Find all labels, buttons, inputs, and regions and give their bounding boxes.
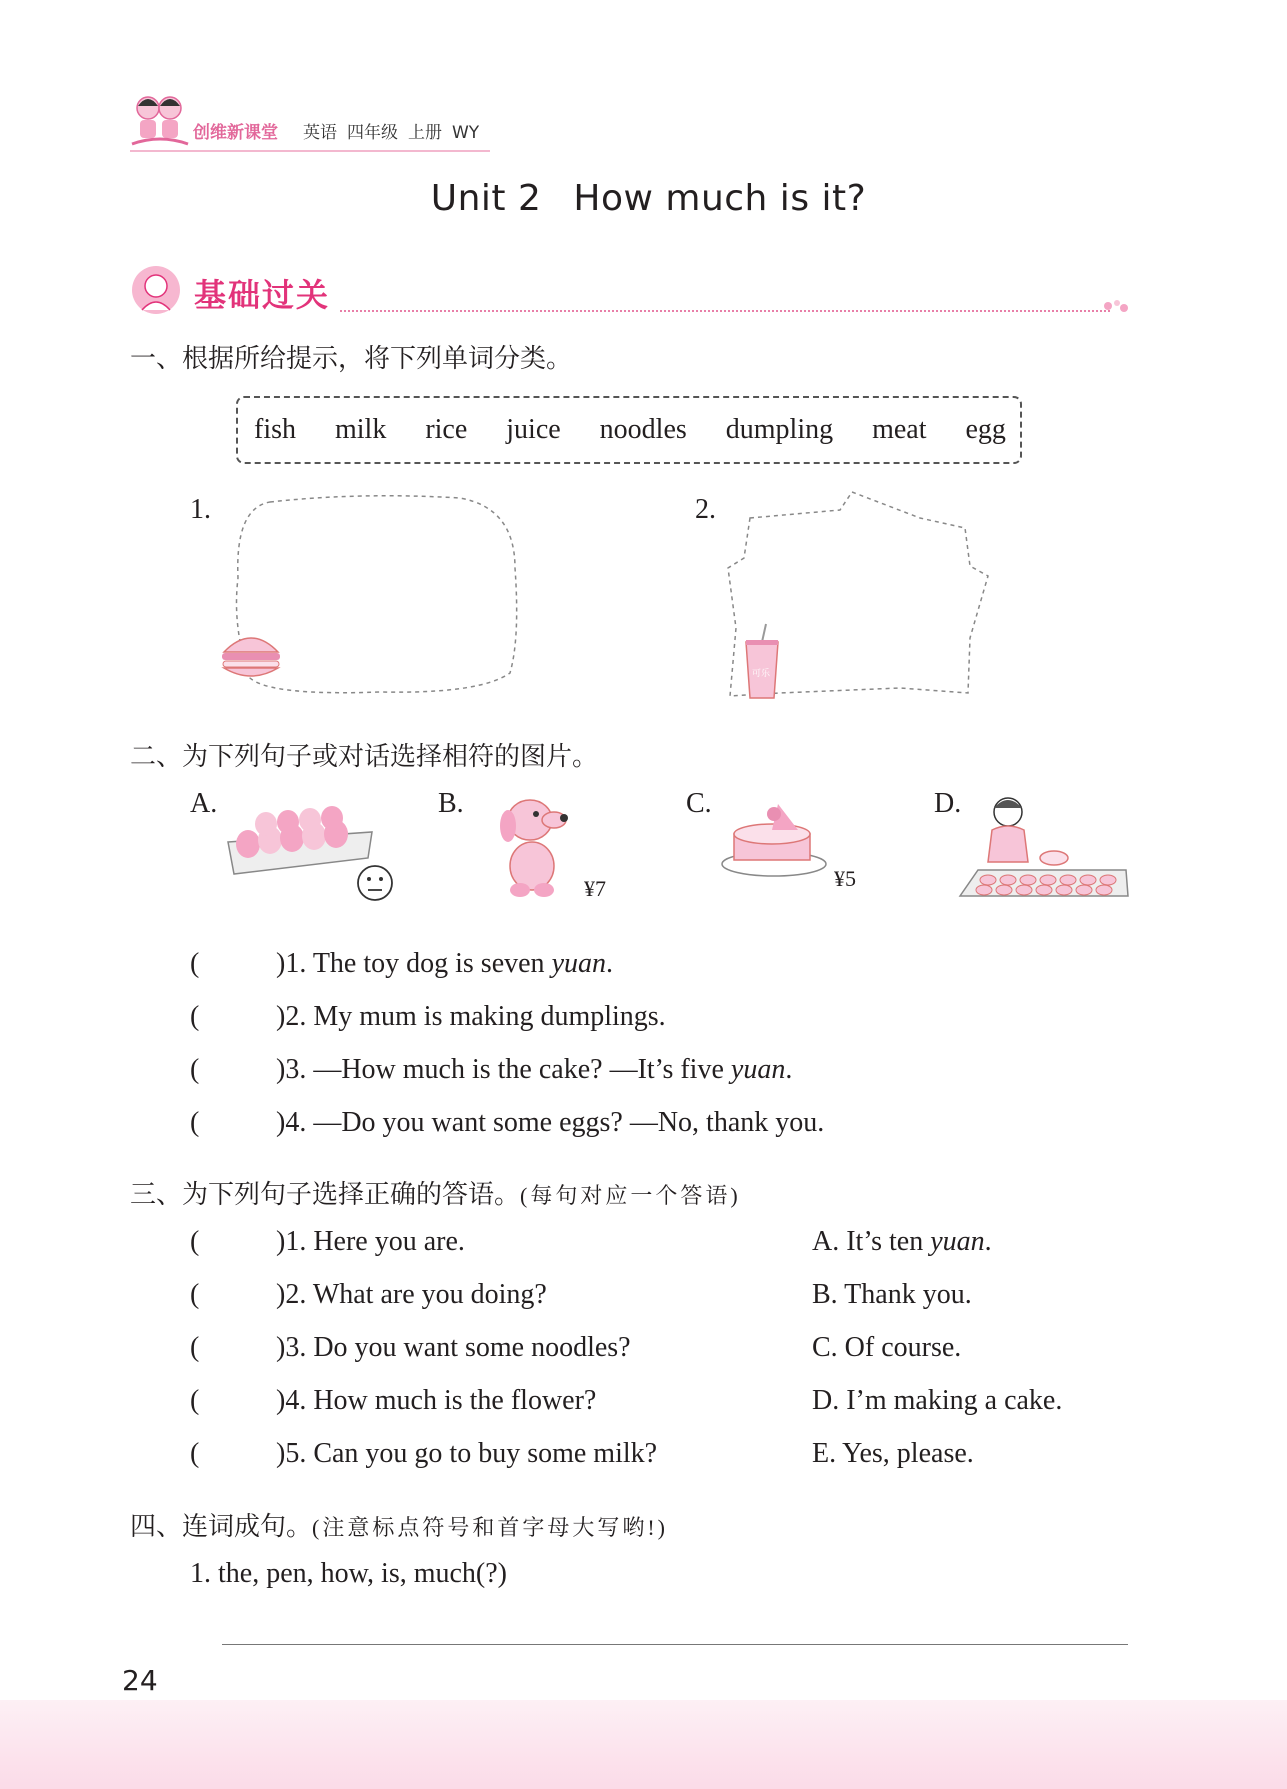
- item-text: —How much is the cake? —It’s five: [306, 1054, 731, 1085]
- question-text: )1. Here you are.: [276, 1226, 465, 1257]
- unit-title: [0, 178, 1287, 219]
- item-text: The toy dog is seven: [306, 948, 552, 979]
- item-text: My mum is making dumplings.: [306, 1001, 666, 1032]
- question-text: )5. Can you go to buy some milk?: [276, 1438, 658, 1469]
- word-item: egg: [965, 414, 1006, 445]
- item-text: —Do you want some eggs? —No, thank you.: [306, 1107, 825, 1138]
- answer-blank[interactable]: (: [190, 1107, 200, 1138]
- item-emphasis: yuan: [551, 948, 606, 979]
- q3-heading-text: 三、为下列句子选择正确的答语。: [130, 1180, 521, 1210]
- box1-label: 1.: [190, 494, 211, 525]
- answer-blank[interactable]: (: [190, 1332, 200, 1363]
- q3-heading: [130, 1174, 741, 1211]
- q2-item[interactable]: [190, 948, 613, 980]
- answer-text: D. I’m making a cake.: [812, 1385, 1063, 1416]
- word-item: fish: [254, 414, 296, 445]
- making-dumplings-image: [958, 792, 1134, 916]
- option-d-label: D.: [934, 788, 962, 819]
- answer-line[interactable]: [222, 1644, 1128, 1645]
- kids-mascot-icon: [130, 88, 190, 154]
- option-b-price: ¥7: [584, 876, 606, 901]
- q2-item[interactable]: [190, 1001, 666, 1033]
- header-divider: [130, 150, 490, 152]
- item-number: )1.: [276, 948, 307, 979]
- answer-blank[interactable]: (: [190, 1001, 200, 1032]
- item-tail: .: [785, 1054, 793, 1085]
- book-info: [303, 118, 489, 143]
- q3-answer: [812, 1438, 974, 1470]
- word-item: dumpling: [725, 414, 834, 445]
- dots-ornament-icon: [1102, 297, 1130, 315]
- word-item: rice: [425, 414, 468, 445]
- subject: 英语: [303, 123, 337, 143]
- q3-answer: [812, 1226, 992, 1258]
- q2-item[interactable]: [190, 1054, 792, 1086]
- section-divider: [340, 310, 1110, 312]
- item-number: )2.: [276, 1001, 307, 1032]
- q4-item-1: 1. the, pen, how, is, much(?): [190, 1558, 507, 1589]
- q4-note: (注意标点符号和首字母大写哟!): [312, 1515, 668, 1540]
- hamburger-icon: [218, 622, 284, 688]
- box2-label: 2.: [695, 494, 716, 525]
- cake-image: [718, 794, 830, 880]
- q4-heading-text: 四、连词成句。: [130, 1512, 313, 1542]
- word-item: milk: [334, 414, 387, 445]
- footer-band: [0, 1700, 1287, 1789]
- q3-question[interactable]: [190, 1385, 596, 1417]
- q3-note: (每句对应一个答语): [520, 1183, 741, 1208]
- answer-blank[interactable]: (: [190, 1279, 200, 1310]
- q3-answer: [812, 1279, 972, 1311]
- word-item: meat: [872, 414, 927, 445]
- page-number: 24: [122, 1664, 158, 1697]
- item-number: )3.: [276, 1054, 307, 1085]
- q3-answer: [812, 1332, 961, 1364]
- q3-question[interactable]: [190, 1332, 631, 1364]
- q4-heading: [130, 1506, 668, 1543]
- answer-blank[interactable]: (: [190, 1226, 200, 1257]
- drink-cup-icon: [738, 622, 788, 702]
- option-c-label: C.: [686, 788, 712, 819]
- question-text: )2. What are you doing?: [276, 1279, 547, 1310]
- word-bank: [236, 396, 1022, 464]
- q3-answer: [812, 1385, 1062, 1417]
- cup-label: 可乐: [752, 669, 771, 679]
- answer-blank[interactable]: (: [190, 1438, 200, 1469]
- item-tail: .: [606, 948, 613, 979]
- answer-blank[interactable]: (: [190, 1385, 200, 1416]
- answer-blank[interactable]: (: [190, 1054, 200, 1085]
- q2-heading: 二、为下列句子或对话选择相符的图片。: [130, 742, 599, 772]
- item-emphasis: yuan: [730, 1054, 786, 1085]
- answer-text: C. Of course.: [812, 1332, 962, 1363]
- answer-tail: .: [984, 1226, 992, 1257]
- answer-text: E. Yes, please.: [812, 1438, 974, 1469]
- eggs-carton-image: [226, 802, 374, 878]
- section-badge-icon: [130, 264, 182, 316]
- q2-item[interactable]: [190, 1107, 824, 1139]
- q3-question[interactable]: [190, 1226, 465, 1258]
- question-text: )3. Do you want some noodles?: [276, 1332, 631, 1363]
- grade: 四年级: [347, 123, 398, 143]
- option-c-price: ¥5: [834, 866, 856, 891]
- answer-text: B. Thank you.: [812, 1279, 972, 1310]
- answer-blank[interactable]: (: [190, 948, 200, 979]
- brand-name: 创维新课堂: [193, 123, 278, 143]
- unit-heading: How much is it?: [573, 178, 867, 219]
- question-text: )4. How much is the flower?: [276, 1385, 597, 1416]
- answer-emphasis: yuan: [930, 1226, 985, 1257]
- word-item: noodles: [599, 414, 687, 445]
- item-number: )4.: [276, 1107, 307, 1138]
- q3-question[interactable]: [190, 1438, 657, 1470]
- answer-text: A. It’s ten: [812, 1226, 931, 1257]
- edition: WY: [452, 123, 480, 143]
- option-a-label: A.: [190, 788, 218, 819]
- sad-face-icon: [356, 864, 394, 902]
- toy-dog-image: [492, 790, 576, 902]
- section-title: 基础过关: [194, 276, 331, 314]
- q3-question[interactable]: [190, 1279, 547, 1311]
- volume: 上册: [408, 123, 442, 143]
- word-item: juice: [506, 414, 561, 445]
- option-b-label: B.: [438, 788, 464, 819]
- q1-heading: 一、根据所给提示，将下列单词分类。: [130, 344, 573, 374]
- unit-label: Unit 2: [430, 178, 542, 219]
